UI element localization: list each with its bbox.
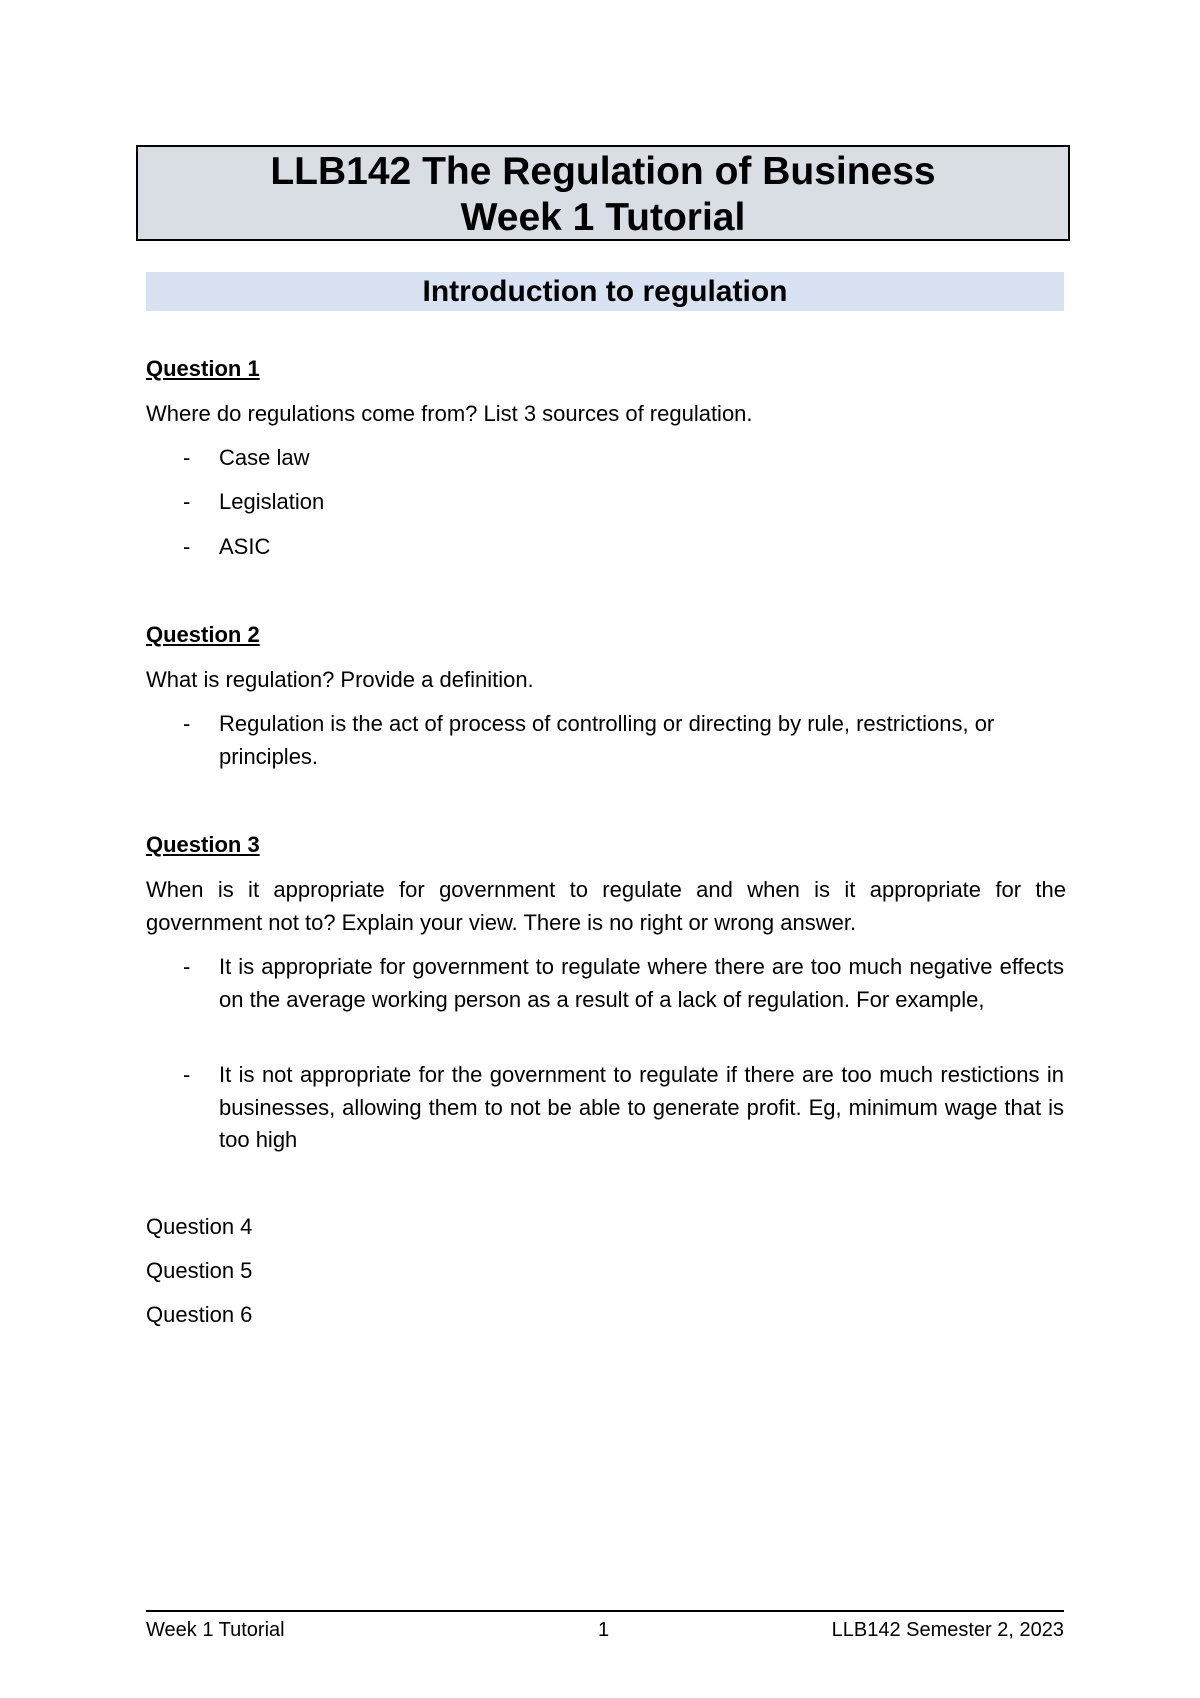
bullet-dash: -: [183, 954, 191, 979]
question-3-prompt: When is it appropriate for government to regulate and when is it appropriate for the government not to? Explain your view. There is no right or wrong answer.: [146, 877, 1066, 935]
page-number: 1: [598, 1619, 610, 1641]
document-title-box: [136, 145, 1070, 241]
list-item: - It is not appropriate for the government to regulate if there are too much restictions in businesses, allowing them to not be able to generate profit. Eg, minimum wage that is too high: [146, 1059, 1066, 1157]
question-3-heading: Question 3: [146, 832, 260, 857]
list-item: - It is appropriate for government to regulate where there are too much negative effects on the average working person as a result of a lack of regulation. For example,: [146, 951, 1066, 1016]
footer-right: LLB142 Semester 2, 2023: [831, 1619, 1064, 1641]
bullet-dash: -: [183, 445, 191, 470]
document-title: LLB142 The Regulation of Business: [270, 150, 936, 193]
bullet-dash: -: [183, 1062, 191, 1087]
document-subtitle: Week 1 Tutorial: [460, 196, 746, 239]
bullet-dash: -: [183, 534, 191, 559]
bullet-dash: -: [183, 711, 191, 736]
list-item: - Case law: [146, 442, 1066, 475]
footer-left: Week 1 Tutorial: [146, 1619, 285, 1641]
list-item: - ASIC: [146, 531, 1066, 564]
question-1-prompt: Where do regulations come from? List 3 sources of regulation.: [146, 401, 753, 426]
question-2-prompt: What is regulation? Provide a definition.: [146, 667, 534, 692]
section-title: Introduction to regulation: [146, 272, 1064, 311]
question-2-heading: Question 2: [146, 622, 260, 647]
list-item: - Regulation is the act of process of controlling or directing by rule, restrictions, or principles.: [146, 708, 1066, 773]
bullet-dash: -: [183, 489, 191, 514]
list-item: - Legislation: [146, 486, 1066, 519]
question-5-heading: Question 5: [146, 1258, 253, 1283]
question-1-heading: Question 1: [146, 356, 260, 381]
question-4-heading: Question 4: [146, 1214, 253, 1239]
question-6-heading: Question 6: [146, 1302, 253, 1327]
footer-divider: [146, 1610, 1064, 1612]
